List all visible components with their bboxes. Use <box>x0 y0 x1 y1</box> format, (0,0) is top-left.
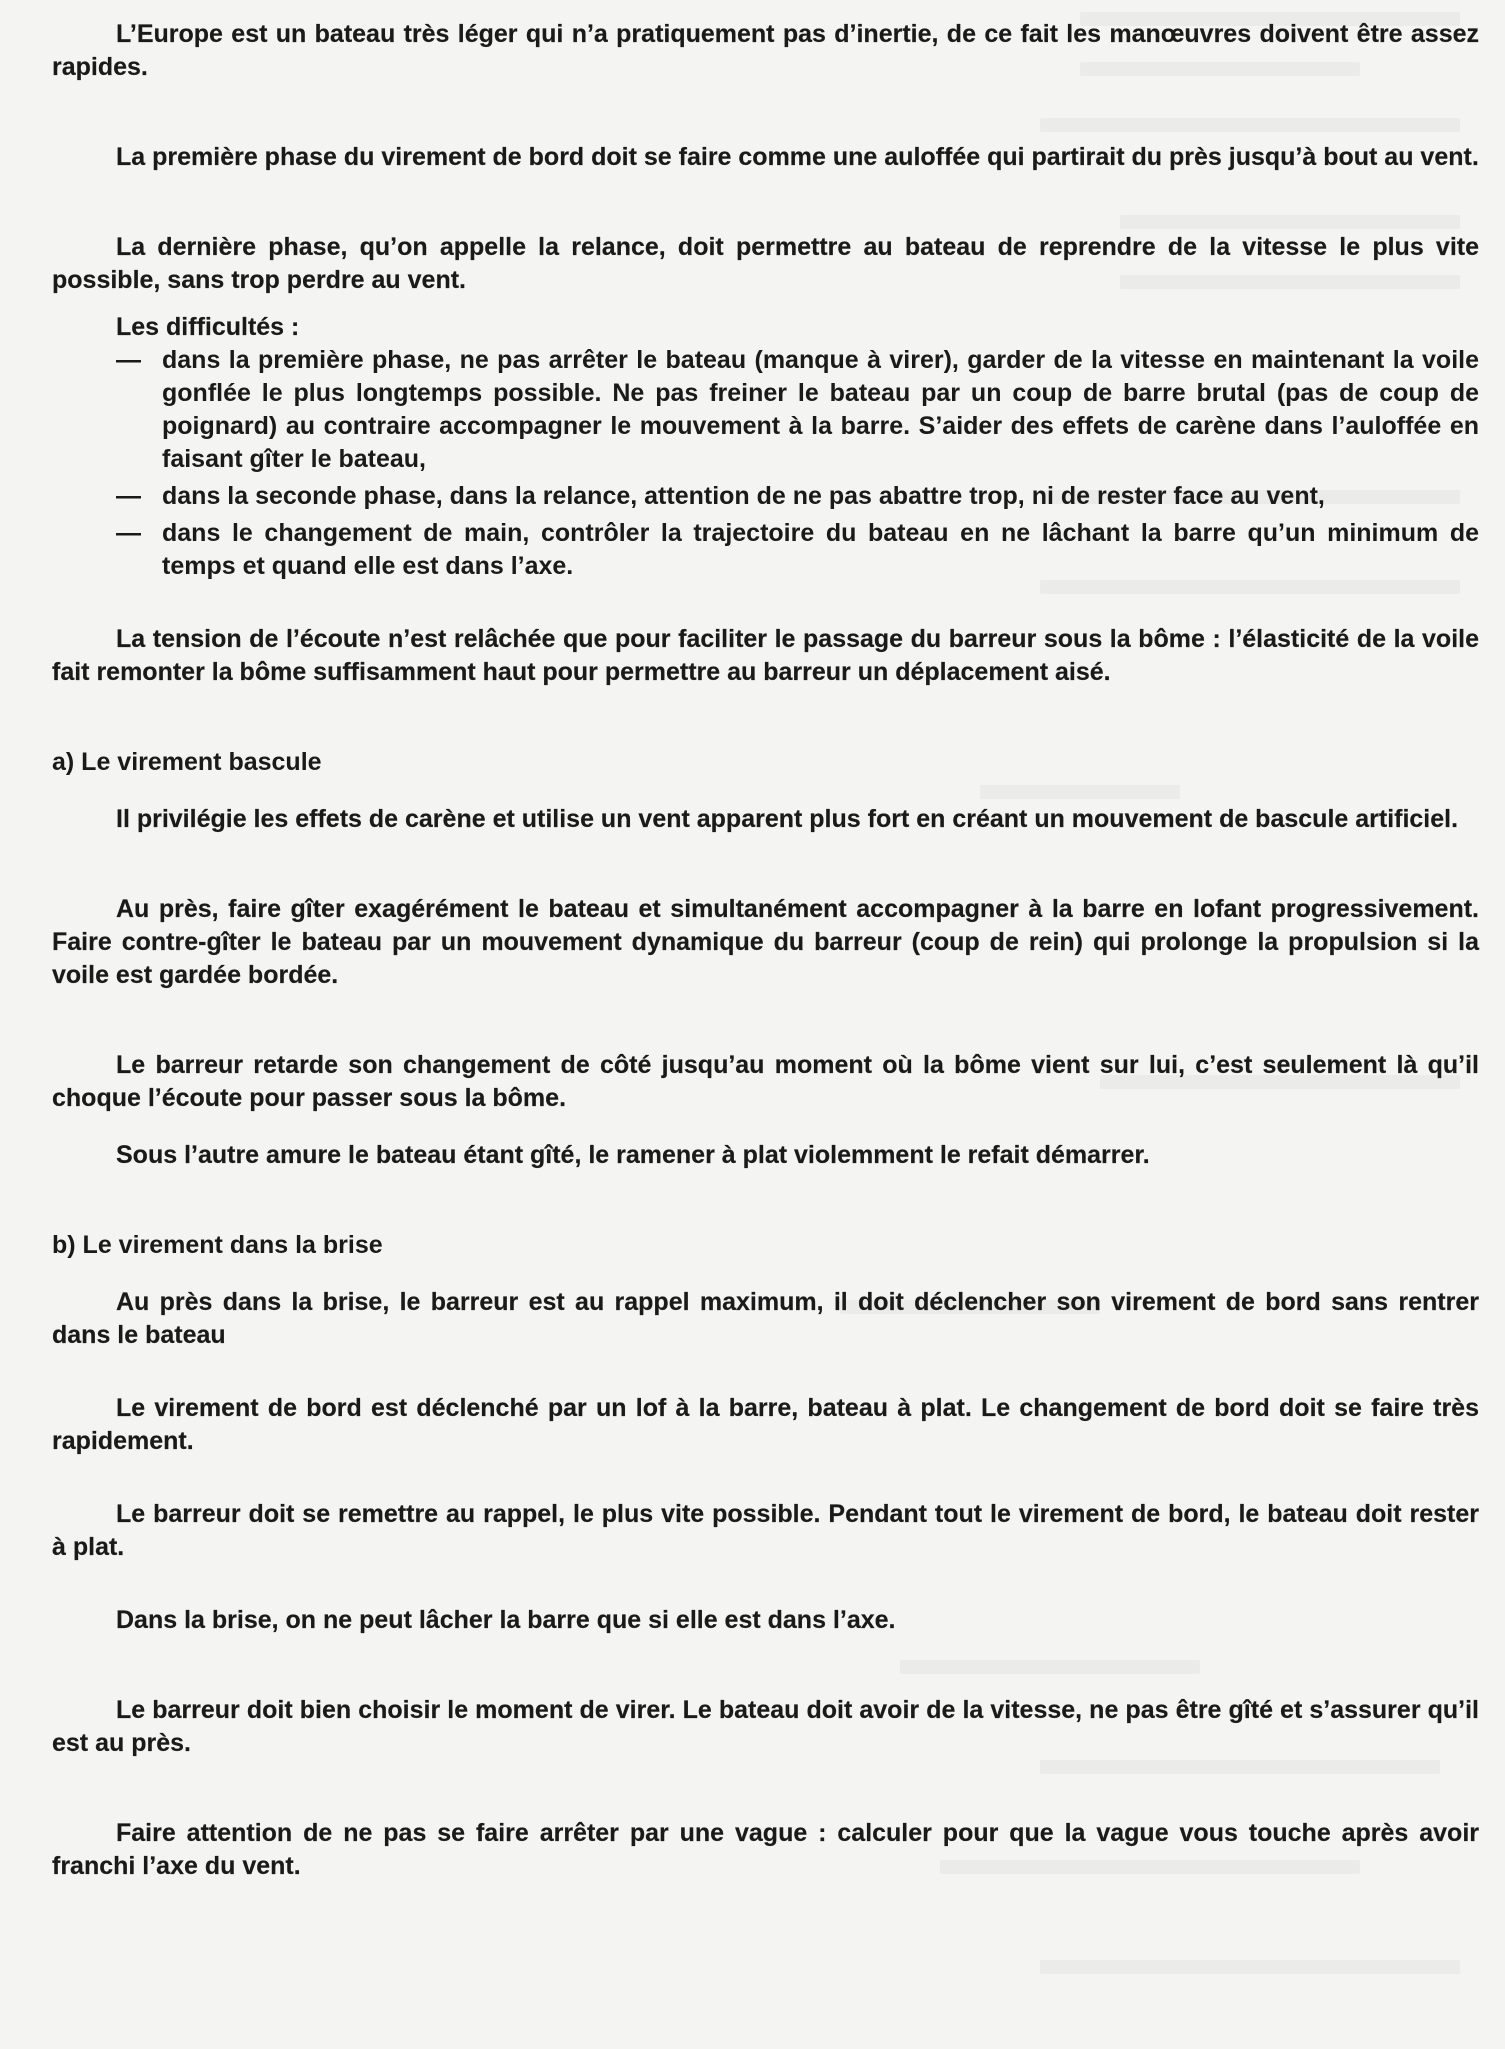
difficulties-title: Les difficultés : <box>116 313 300 341</box>
intro-paragraph-1: L’Europe est un bateau très léger qui n’a pratiquement pas d’inertie, de ce fait les manœuvres doivent être assez rapides. <box>52 20 1479 81</box>
intro-paragraph-3: La dernière phase, qu’on appelle la relance, doit permettre au bateau de reprendre de la vitesse le plus vite possible, sans trop perdre au vent. <box>52 233 1479 294</box>
section-a-paragraph-3: Le barreur retarde son changement de côté jusqu’au moment où la bôme vient sur lui, c’est seulement là qu’il choque l’écoute pour passer sous la bôme. <box>52 1051 1479 1112</box>
section-b-paragraph-1: Au près dans la brise, le barreur est au rappel maximum, il doit déclencher son virement de bord sans rentrer dans le bateau <box>52 1288 1479 1349</box>
section-b-paragraph-4: Dans la brise, on ne peut lâcher la barre que si elle est dans l’axe. <box>116 1606 896 1634</box>
difficulty-text: dans la première phase, ne pas arrêter le bateau (manque à virer), garder de la vitesse en maintenant la voile gonflée le plus longtemps possible. Ne pas freiner le bateau par un coup de barre brutal (pas de coup de poignard) au contraire accompagner le mouvement à la barre. S’aider des effets de carène dans l’auloffée en faisant gîter le bateau, <box>162 346 1479 473</box>
section-b-paragraph-5: Le barreur doit bien choisir le moment de virer. Le bateau doit avoir de la vitesse, ne pas être gîté et s’assurer qu’il est au près. <box>52 1696 1479 1757</box>
section-a-heading: a) Le virement bascule <box>52 748 322 776</box>
difficulties-list <box>52 344 1479 583</box>
section-a-paragraph-4: Sous l’autre amure le bateau étant gîté, le ramener à plat violemment le refait démarrer. <box>116 1141 1150 1169</box>
section-b-paragraph-3: Le barreur doit se remettre au rappel, le plus vite possible. Pendant tout le virement de bord, le bateau doit rester à plat. <box>52 1500 1479 1561</box>
difficulty-text: dans le changement de main, contrôler la trajectoire du bateau en ne lâchant la barre qu’un minimum de temps et quand elle est dans l’axe. <box>162 519 1479 580</box>
section-b-paragraph-2: Le virement de bord est déclenché par un lof à la barre, bateau à plat. Le changement de bord doit se faire très rapidement. <box>52 1394 1479 1455</box>
section-b-heading: b) Le virement dans la brise <box>52 1231 383 1259</box>
dash-bullet: — <box>116 519 141 547</box>
difficulty-item <box>52 480 1479 513</box>
dash-bullet: — <box>116 482 141 510</box>
section-a-paragraph-1: Il privilégie les effets de carène et utilise un vent apparent plus fort en créant un mouvement de bascule artificiel. <box>116 805 1459 833</box>
difficulty-text: dans la seconde phase, dans la relance, attention de ne pas abattre trop, ni de rester face au vent, <box>162 482 1325 510</box>
tension-paragraph: La tension de l’écoute n’est relâchée que pour faciliter le passage du barreur sous la bôme : l’élasticité de la voile fait remonter la bôme suffisamment haut pour permettre au barreur un déplacement aisé. <box>52 625 1479 686</box>
section-b-paragraph-6: Faire attention de ne pas se faire arrêter par une vague : calculer pour que la vague vous touche après avoir franchi l’axe du vent. <box>52 1819 1479 1880</box>
dash-bullet: — <box>116 346 141 374</box>
intro-paragraph-2: La première phase du virement de bord doit se faire comme une auloffée qui partirait du près jusqu’à bout au vent. <box>116 143 1479 171</box>
difficulty-item <box>52 344 1479 476</box>
difficulty-item <box>52 517 1479 583</box>
section-a-paragraph-2: Au près, faire gîter exagérément le bateau et simultanément accompagner à la barre en lofant progressivement. Faire contre-gîter le bateau par un mouvement dynamique du barreur (coup de rein) qui prolonge la propulsion si la voile est gardée bordée. <box>52 895 1479 989</box>
